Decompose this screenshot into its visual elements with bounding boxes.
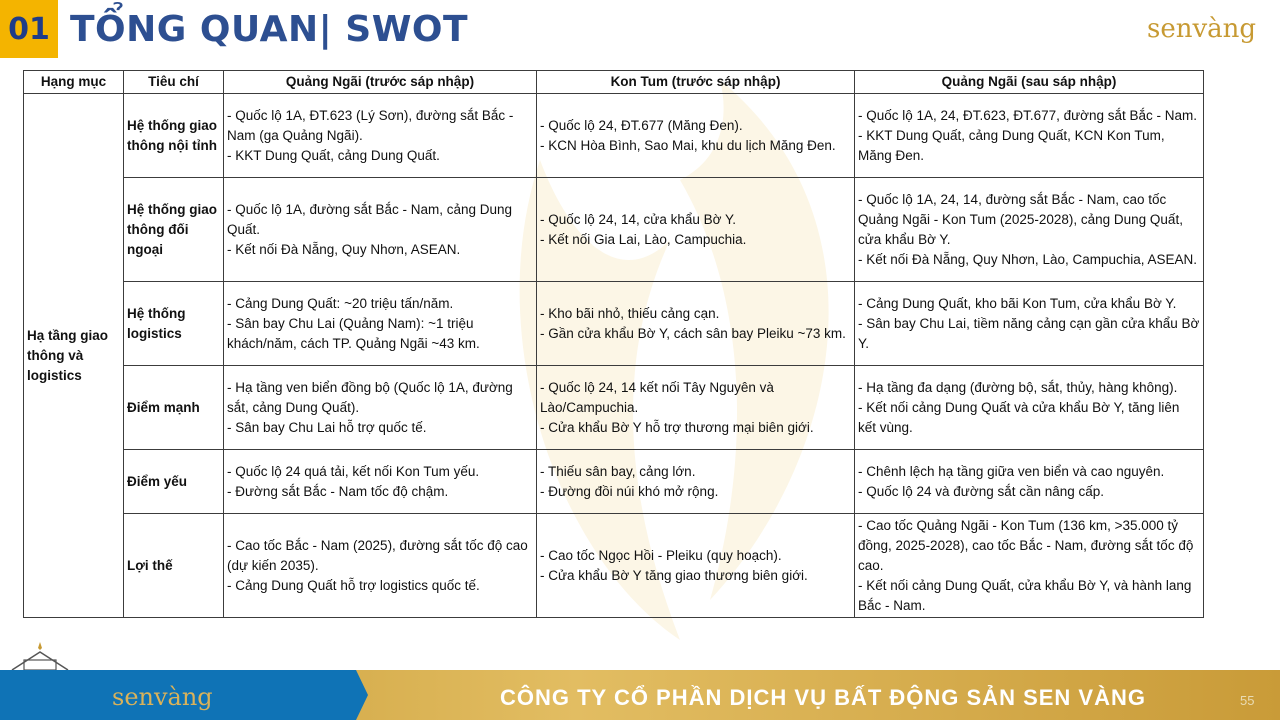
page-title: TỔNG QUAN| SWOT (70, 9, 469, 50)
company-name: CÔNG TY CỔ PHẦN DỊCH VỤ BẤT ĐỘNG SẢN SEN VÀNG (500, 685, 1146, 710)
criterion-cell: Hệ thống giao thông nội tỉnh (124, 94, 224, 178)
qn-before-cell: - Quốc lộ 1A, ĐT.623 (Lý Sơn), đường sắt Bắc - Nam (ga Quảng Ngãi). - KKT Dung Quất, cảng Dung Quất. (224, 94, 537, 178)
table-row (24, 366, 1204, 450)
table-row (24, 514, 1204, 618)
criterion-cell: Điểm yếu (124, 450, 224, 514)
qn-after-cell: - Quốc lộ 1A, 24, 14, đường sắt Bắc - Nam, cao tốc Quảng Ngãi - Kon Tum (2025-2028), cảng Dung Quất, cửa khẩu Bờ Y. - Kết nối Đà Nẵng, Quy Nhơn, Lào, Campuchia, ASEAN. (855, 178, 1204, 282)
swot-table (23, 70, 1204, 618)
criterion-cell: Hệ thống logistics (124, 282, 224, 366)
kt-before-cell: - Quốc lộ 24, 14, cửa khẩu Bờ Y. - Kết nối Gia Lai, Lào, Campuchia. (537, 178, 855, 282)
qn-after-cell: - Chênh lệch hạ tầng giữa ven biển và cao nguyên. - Quốc lộ 24 và đường sắt cần nâng cấp. (855, 450, 1204, 514)
qn-before-cell: - Cảng Dung Quất: ~20 triệu tấn/năm. - Sân bay Chu Lai (Quảng Nam): ~1 triệu khách/năm, cách TP. Quảng Ngãi ~43 km. (224, 282, 537, 366)
sen-vang-logo (1147, 4, 1272, 48)
table-row (24, 178, 1204, 282)
qn-before-cell: - Quốc lộ 24 quá tải, kết nối Kon Tum yếu. - Đường sắt Bắc - Nam tốc độ chậm. (224, 450, 537, 514)
qn-after-cell: - Cảng Dung Quất, kho bãi Kon Tum, cửa khẩu Bờ Y. - Sân bay Chu Lai, tiềm năng cảng cạn gần cửa khẩu Bờ Y. (855, 282, 1204, 366)
qn-after-cell: - Cao tốc Quảng Ngãi - Kon Tum (136 km, >35.000 tỷ đồng, 2025-2028), cao tốc Bắc - Nam, đường sắt tốc độ cao. - Kết nối cảng Dung Quất, cửa khẩu Bờ Y, và hành lang Bắc - Nam. (855, 514, 1204, 618)
column-header-qn-after: Quảng Ngãi (sau sáp nhập) (855, 71, 1204, 94)
column-header-qn-before: Quảng Ngãi (trước sáp nhập) (224, 71, 537, 94)
qn-after-cell: - Quốc lộ 1A, 24, ĐT.623, ĐT.677, đường sắt Bắc - Nam. - KKT Dung Quất, cảng Dung Quất, KCN Kon Tum, Măng Đen. (855, 94, 1204, 178)
qn-before-cell: - Cao tốc Bắc - Nam (2025), đường sắt tốc độ cao (dự kiến 2035). - Cảng Dung Quất hỗ trợ logistics quốc tế. (224, 514, 537, 618)
category-cell: Hạ tầng giao thông và logistics (24, 94, 124, 618)
qn-after-cell: - Hạ tầng đa dạng (đường bộ, sắt, thủy, hàng không). - Kết nối cảng Dung Quất và cửa khẩu Bờ Y, tăng liên kết vùng. (855, 366, 1204, 450)
page-number: 55 (1240, 693, 1255, 708)
column-header-criterion: Tiêu chí (124, 71, 224, 94)
qn-before-cell: - Hạ tầng ven biển đồng bộ (Quốc lộ 1A, đường sắt, cảng Dung Quất). - Sân bay Chu Lai hỗ trợ quốc tế. (224, 366, 537, 450)
section-number: 01 (0, 0, 58, 58)
column-header-kt-before: Kon Tum (trước sáp nhập) (537, 71, 855, 94)
kt-before-cell: - Cao tốc Ngọc Hồi - Pleiku (quy hoạch). - Cửa khẩu Bờ Y tăng giao thương biên giới. (537, 514, 855, 618)
table-header-row (24, 71, 1204, 94)
qn-before-cell: - Quốc lộ 1A, đường sắt Bắc - Nam, cảng Dung Quất. - Kết nối Đà Nẵng, Quy Nhơn, ASEAN. (224, 178, 537, 282)
kt-before-cell: - Quốc lộ 24, ĐT.677 (Măng Đen). - KCN Hòa Bình, Sao Mai, khu du lịch Măng Đen. (537, 94, 855, 178)
kt-before-cell: - Thiếu sân bay, cảng lớn. - Đường đồi núi khó mở rộng. (537, 450, 855, 514)
building-emblem-icon (4, 640, 76, 672)
table-row (24, 94, 1204, 178)
logo-text: senvàng (1147, 14, 1257, 44)
criterion-cell: Lợi thế (124, 514, 224, 618)
table-row (24, 282, 1204, 366)
criterion-cell: Hệ thống giao thông đối ngoại (124, 178, 224, 282)
table-row (24, 450, 1204, 514)
kt-before-cell: - Kho bãi nhỏ, thiếu cảng cạn. - Gần cửa khẩu Bờ Y, cách sân bay Pleiku ~73 km. (537, 282, 855, 366)
column-header-category: Hạng mục (24, 71, 124, 94)
kt-before-cell: - Quốc lộ 24, 14 kết nối Tây Nguyên và Lào/Campuchia. - Cửa khẩu Bờ Y hỗ trợ thương mại biên giới. (537, 366, 855, 450)
footer-logo-text: senvàng (112, 683, 213, 711)
criterion-cell: Điểm mạnh (124, 366, 224, 450)
footer-logo (112, 677, 232, 715)
